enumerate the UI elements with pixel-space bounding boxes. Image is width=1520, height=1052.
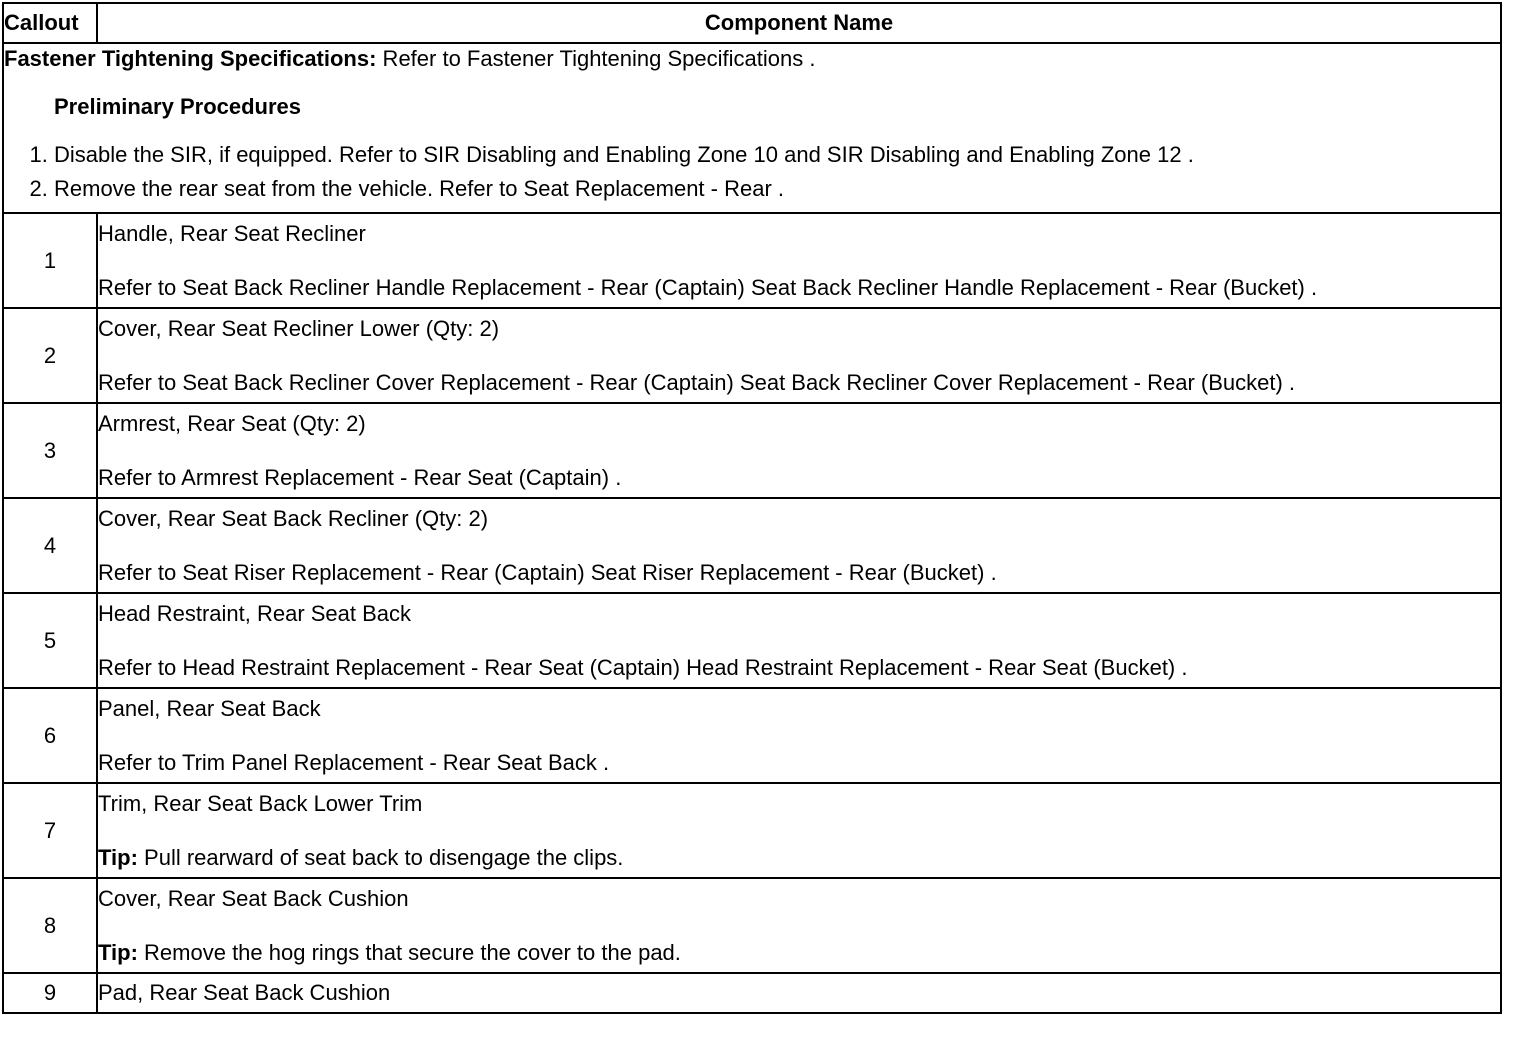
intro-cell <box>3 43 1501 213</box>
component-name: Head Restraint, Rear Seat Back <box>98 600 412 626</box>
callout-number: 2 <box>3 308 97 403</box>
tip-label: Tip: <box>98 939 138 965</box>
component-name: Cover, Rear Seat Back Cushion <box>98 885 409 911</box>
component-cell <box>97 878 1501 973</box>
callout-number: 6 <box>3 688 97 783</box>
table-header-row <box>3 3 1501 43</box>
component-note <box>98 750 1500 776</box>
component-note <box>98 465 1500 491</box>
component-note <box>98 940 1500 966</box>
component-name-column-header: Component Name <box>97 3 1501 43</box>
component-note-text: Refer to Seat Riser Replacement - Rear (Captain) Seat Riser Replacement - Rear (Bucket) . <box>98 559 997 585</box>
component-note-text: Refer to Armrest Replacement - Rear Seat (Captain) . <box>98 464 622 490</box>
component-note <box>98 275 1500 301</box>
component-name: Cover, Rear Seat Recliner Lower (Qty: 2) <box>98 315 500 341</box>
callout-number: 5 <box>3 593 97 688</box>
preliminary-step: 2. Remove the rear seat from the vehicle. Refer to Seat Replacement - Rear . <box>54 176 1500 202</box>
component-note <box>98 655 1500 681</box>
component-note-text: Remove the hog rings that secure the cover to the pad. <box>137 939 681 965</box>
callout-number: 7 <box>3 783 97 878</box>
tip-label: Tip: <box>98 844 138 870</box>
component-name: Trim, Rear Seat Back Lower Trim <box>98 790 423 816</box>
component-name: Panel, Rear Seat Back <box>98 695 321 721</box>
table-row <box>3 688 1501 783</box>
component-name: Pad, Rear Seat Back Cushion <box>98 980 391 1005</box>
component-table <box>2 2 1502 1014</box>
callout-column-header: Callout <box>3 3 97 43</box>
component-note <box>98 845 1500 871</box>
table-row <box>3 593 1501 688</box>
table-row <box>3 308 1501 403</box>
callout-number: 1 <box>3 213 97 308</box>
preliminary-steps-list <box>4 142 1500 202</box>
preliminary-procedures-title: Preliminary Procedures <box>54 94 302 119</box>
table-row <box>3 973 1501 1013</box>
component-note-text: Refer to Trim Panel Replacement - Rear Seat Back . <box>98 749 610 775</box>
intro-row <box>3 43 1501 213</box>
component-name: Cover, Rear Seat Back Recliner (Qty: 2) <box>98 505 489 531</box>
table-row <box>3 213 1501 308</box>
component-cell <box>97 973 1501 1013</box>
component-cell <box>97 308 1501 403</box>
table-row <box>3 498 1501 593</box>
component-name: Armrest, Rear Seat (Qty: 2) <box>98 410 366 436</box>
fastener-spec-text: Refer to Fastener Tightening Specifications . <box>376 46 816 71</box>
callout-number: 8 <box>3 878 97 973</box>
component-note-text: Refer to Seat Back Recliner Cover Replacement - Rear (Captain) Seat Back Recliner Cover Replacement - Rear (Bucket) . <box>98 369 1296 395</box>
component-cell <box>97 213 1501 308</box>
component-note-text: Pull rearward of seat back to disengage the clips. <box>137 844 624 870</box>
preliminary-step: 1. Disable the SIR, if equipped. Refer to SIR Disabling and Enabling Zone 10 and SIR Disabling and Enabling Zone 12 . <box>54 142 1500 168</box>
component-cell <box>97 498 1501 593</box>
component-cell <box>97 403 1501 498</box>
component-name: Handle, Rear Seat Recliner <box>98 220 366 246</box>
table-row <box>3 878 1501 973</box>
component-note <box>98 560 1500 586</box>
component-note-text: Refer to Seat Back Recliner Handle Replacement - Rear (Captain) Seat Back Recliner Handle Replacement - Rear (Bucket) . <box>98 274 1318 300</box>
callout-number: 4 <box>3 498 97 593</box>
component-cell <box>97 783 1501 878</box>
table-row <box>3 783 1501 878</box>
fastener-spec-label: Fastener Tightening Specifications: <box>4 46 377 71</box>
callout-number: 3 <box>3 403 97 498</box>
callout-number: 9 <box>3 973 97 1013</box>
component-cell <box>97 688 1501 783</box>
fastener-spec-line <box>4 46 1500 72</box>
component-note <box>98 370 1500 396</box>
component-note-text: Refer to Head Restraint Replacement - Rear Seat (Captain) Head Restraint Replacement - Rear Seat (Bucket) . <box>98 654 1188 680</box>
component-cell <box>97 593 1501 688</box>
table-row <box>3 403 1501 498</box>
